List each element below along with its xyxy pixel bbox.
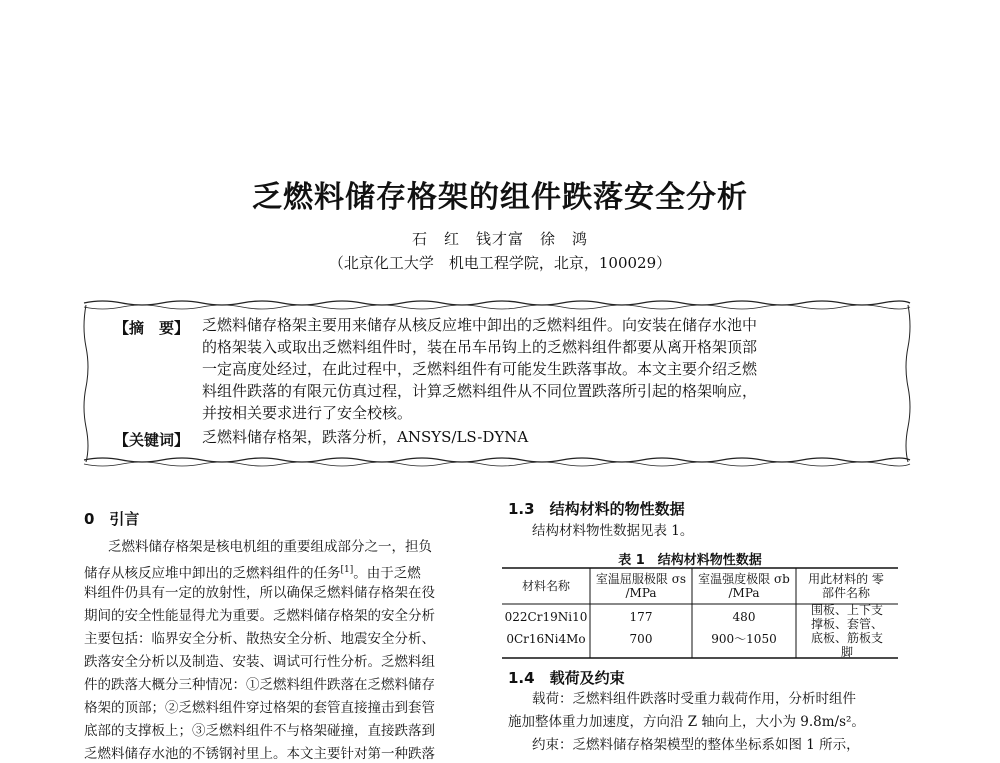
intro-line: 料组件仍具有一定的放射性，所以确保乏燃料储存格架在役: [84, 585, 435, 601]
table-cell: 177: [629, 610, 653, 624]
table-title: 表 1 结构材料物性数据: [618, 553, 762, 568]
intro-line: 跌落安全分析以及制造、安装、调试可行性分析。乏燃料组: [84, 654, 435, 670]
abstract-line: 料组件跌落的有限元仿真过程，计算乏燃料组件从不同位置跌落所引起的格架响应，: [202, 382, 758, 400]
intro-line: [84, 561, 421, 583]
abstract-line: 乏燃料储存格架主要用来储存从核反应堆中卸出的乏燃料组件。向安装在储存水池中: [202, 316, 758, 334]
material-data-text: 结构材料物性数据见表 1。: [532, 523, 694, 539]
intro-line-tail: 。由于乏燃: [353, 565, 421, 582]
table-header-cell: 室温屈服极限 σs /MPa: [595, 572, 687, 600]
table-cell: 0Cr16Ni4Mo: [506, 632, 586, 646]
intro-line: 件的跌落大概分三种情况：①乏燃料组件跌落在乏燃料储存: [84, 677, 435, 693]
keywords-text: 乏燃料储存格架，跌落分析，ANSYS/LS-DYNA: [202, 428, 529, 446]
intro-line: 期间的安全性能显得尤为重要。乏燃料储存格架的安全分析: [84, 608, 435, 624]
table-cell: 900～1050: [711, 632, 777, 646]
abstract-label: 【摘 要】: [114, 319, 190, 337]
abstract-line: 并按相关要求进行了安全校核。: [202, 404, 413, 422]
citation: [1]: [340, 565, 354, 575]
loads-line: 施加整体重力加速度，方向沿 Z 轴向上，大小为 9.8m/s²。: [508, 714, 865, 730]
loads-line: 约束：乏燃料储存格架模型的整体坐标系如图 1 所示，: [532, 737, 860, 753]
material-table: [502, 567, 898, 659]
affiliation: （北京化工大学 机电工程学院，北京，100029）: [328, 254, 672, 272]
intro-line: 主要包括：临界安全分析、散热安全分析、地震安全分析、: [84, 631, 435, 647]
table-header-cell: 材料名称: [521, 579, 570, 593]
table-cell-parts: 围板、上下支撑板、套管、底板、筋板支脚: [810, 603, 883, 659]
intro-line: 格架的顶部；②乏燃料组件穿过格架的套管直接撞击到套管: [84, 700, 435, 716]
section-heading-introduction: 0 引言: [84, 510, 140, 528]
abstract-box: [82, 297, 912, 470]
loads-line: 载荷：乏燃料组件跌落时受重力载荷作用，分析时组件: [532, 691, 856, 707]
section-heading-material-data: 1.3 结构材料的物性数据: [508, 500, 685, 518]
abstract-line: 一定高度处经过，在此过程中，乏燃料组件有可能发生跌落事故。本文主要介绍乏燃: [202, 360, 758, 378]
table-header-cell: 用此材料的 零部件名称: [808, 572, 884, 600]
authors: 石 红 钱才富 徐 鸿: [411, 230, 588, 248]
paper-title: 乏燃料储存格架的组件跌落安全分析: [252, 180, 748, 215]
intro-line: 乏燃料储存格架是核电机组的重要组成部分之一，担负: [108, 539, 432, 555]
table-cell: 022Cr19Ni10: [504, 610, 588, 624]
table-header-cell: 室温强度极限 σb /MPa: [698, 572, 790, 600]
section-heading-loads: 1.4 载荷及约束: [508, 669, 625, 687]
keywords-label: 【关键词】: [114, 431, 190, 449]
table-cell: 700: [629, 632, 653, 646]
intro-line-text: 储存从核反应堆中卸出的乏燃料组件的任务: [84, 565, 341, 582]
intro-line: 底部的支撑板上；③乏燃料组件不与格架碰撞，直接跌落到: [84, 723, 435, 739]
intro-line: 乏燃料储存水池的不锈钢衬里上。本文主要针对第一种跌落: [84, 746, 435, 762]
abstract-line: 的格架装入或取出乏燃料组件时，装在吊车吊钩上的乏燃料组件都要从离开格架顶部: [202, 338, 758, 356]
table-cell: 480: [732, 610, 756, 624]
